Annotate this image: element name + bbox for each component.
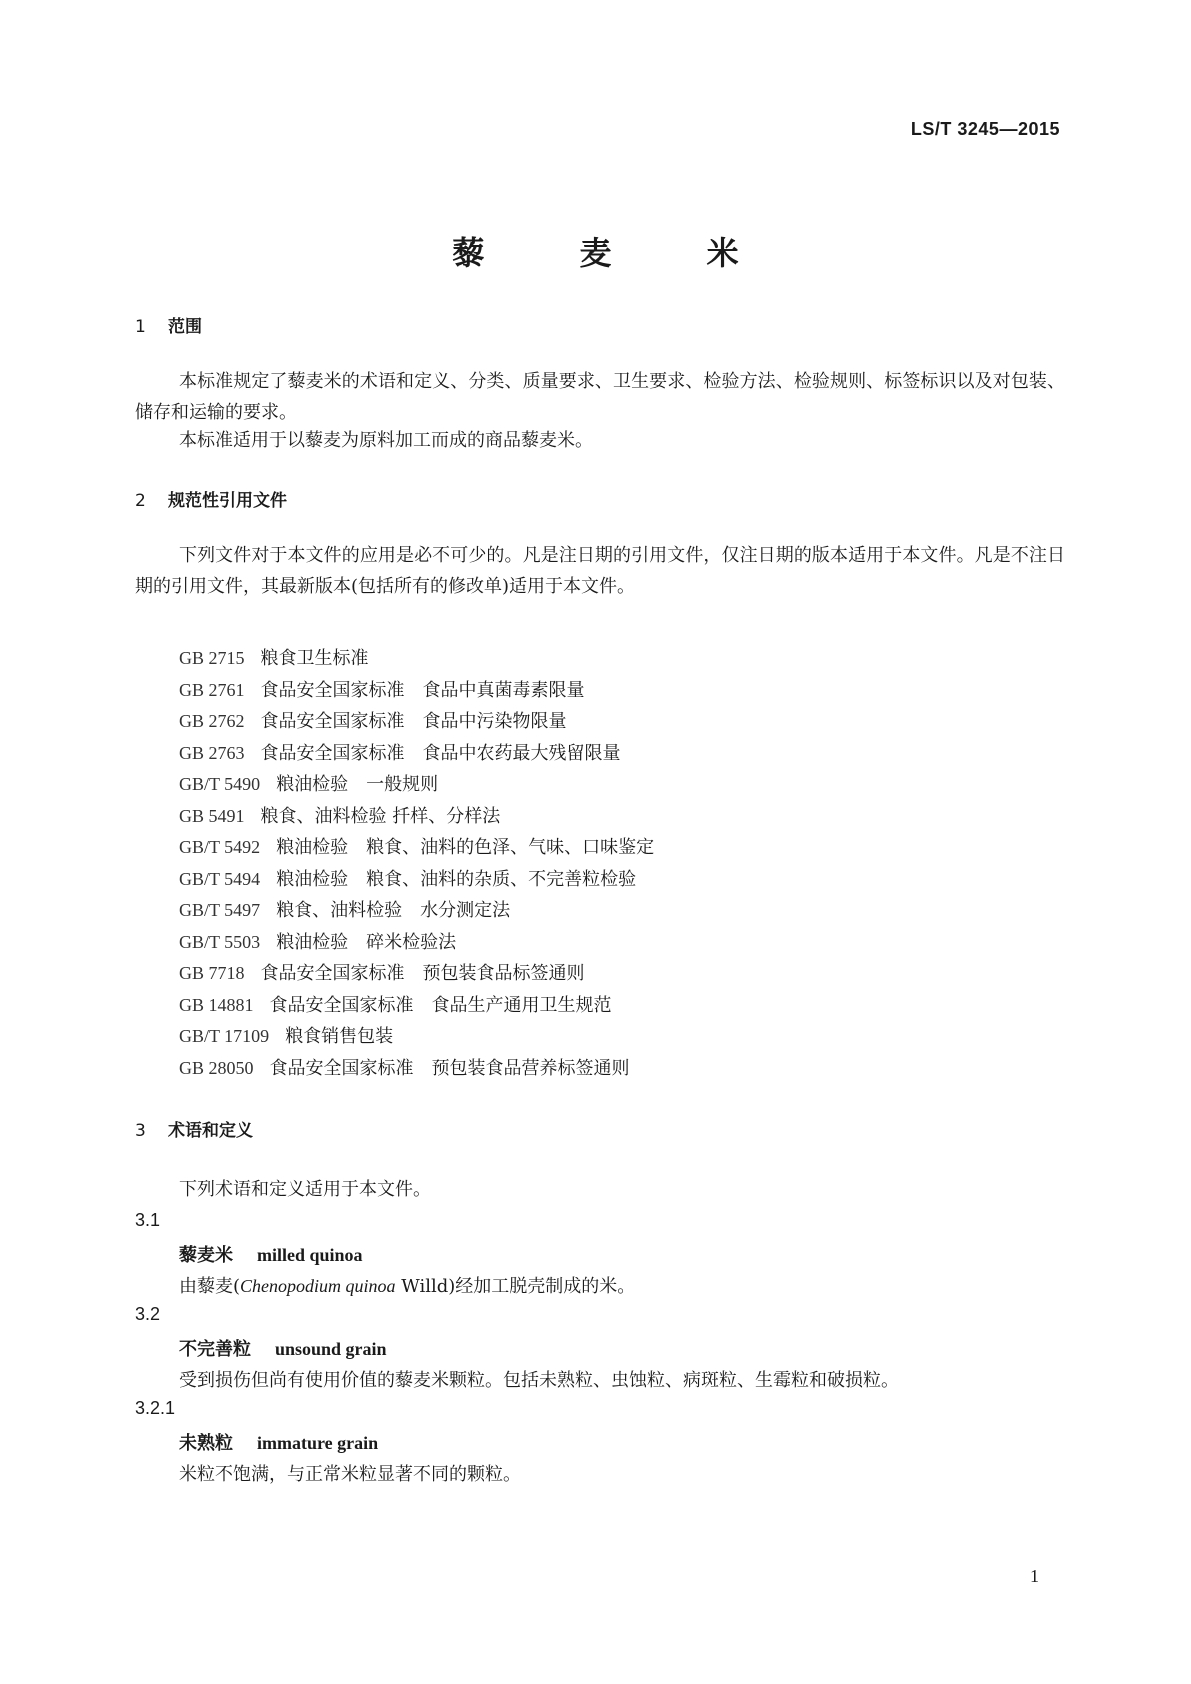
- reference-item: [179, 959, 654, 991]
- section-1-paragraph-2: 本标准适用于以藜麦为原料加工而成的商品藜麦米。: [179, 430, 593, 451]
- term-definition: 受到损伤但尚有使用价值的藜麦米颗粒。包括未熟粒、虫蚀粒、病斑粒、生霉粒和破损粒。: [179, 1370, 899, 1391]
- reference-item: [179, 896, 654, 928]
- reference-code: GB/T 5490: [179, 774, 261, 794]
- reference-item: [179, 1022, 654, 1054]
- document-title: 藜 麦 米: [452, 234, 781, 272]
- reference-title: 食品安全国家标准 食品中污染物限量: [260, 711, 567, 732]
- term-heading: [179, 1429, 378, 1455]
- term-definition: 米粒不饱满，与正常米粒显著不同的颗粒。: [179, 1464, 521, 1485]
- reference-code: GB 2715: [179, 648, 245, 668]
- reference-title: 粮油检验 粮食、油料的杂质、不完善粒检验: [276, 868, 637, 890]
- normative-reference-list: [179, 644, 654, 1085]
- reference-item: [179, 707, 654, 739]
- reference-code: GB 5491: [179, 805, 245, 826]
- section-3-heading: [135, 1116, 253, 1141]
- section-number: 3: [135, 1121, 146, 1141]
- reference-title: 粮油检验 粮食、油料的色泽、气味、口味鉴定: [276, 837, 655, 858]
- reference-item: [179, 644, 654, 676]
- reference-code: GB/T 5494: [179, 868, 261, 889]
- reference-item: [179, 928, 654, 960]
- reference-code: GB 7718: [179, 963, 245, 983]
- section-1-paragraph-1: 本标准规定了藜麦米的术语和定义、分类、质量要求、卫生要求、检验方法、检验规则、标签标识以及对包装、储存和运输的要求。: [135, 371, 1065, 423]
- section-title: 术语和定义: [168, 1121, 253, 1141]
- page-number: 1: [1030, 1566, 1039, 1586]
- reference-item: [179, 833, 654, 865]
- reference-title: 食品安全国家标准 食品中农药最大残留限量: [260, 742, 621, 764]
- section-number: 2: [135, 491, 146, 511]
- reference-code: GB 28050: [179, 1057, 254, 1078]
- reference-item: [179, 1054, 654, 1086]
- definition-text: Willd)经加工脱壳制成的米。: [395, 1276, 636, 1297]
- reference-title: 粮食销售包装: [285, 1026, 394, 1047]
- term-number: 3.2.1: [135, 1398, 176, 1418]
- reference-title: 粮油检验 一般规则: [276, 774, 439, 795]
- reference-title: 粮食卫生标准: [260, 648, 369, 669]
- reference-item: [179, 802, 654, 834]
- term-zh: 不完善粒: [179, 1339, 251, 1360]
- reference-title: 粮食、油料检验 扦样、分样法: [260, 805, 501, 827]
- reference-code: GB 2762: [179, 711, 245, 731]
- term-en: milled quinoa: [257, 1245, 363, 1265]
- section-3-intro: 下列术语和定义适用于本文件。: [179, 1179, 431, 1200]
- reference-item: [179, 676, 654, 708]
- term-definition: [179, 1272, 635, 1298]
- term-en: immature grain: [257, 1433, 379, 1453]
- term-number: 3.1: [135, 1210, 161, 1230]
- term-number: 3.2: [135, 1304, 161, 1324]
- definition-text: 由藜麦(: [179, 1276, 241, 1297]
- reference-item: [179, 770, 654, 802]
- term-zh: 未熟粒: [179, 1433, 233, 1454]
- reference-code: GB 2763: [179, 742, 245, 763]
- section-title: 范围: [168, 317, 202, 337]
- reference-title: 粮食、油料检验 水分测定法: [276, 900, 511, 921]
- reference-title: 食品安全国家标准 食品生产通用卫生规范: [269, 994, 612, 1016]
- term-en: unsound grain: [275, 1339, 387, 1359]
- latin-name: Chenopodium quinoa: [240, 1276, 396, 1296]
- reference-item: [179, 739, 654, 771]
- reference-code: GB/T 17109: [179, 1026, 270, 1046]
- section-2-paragraph: 下列文件对于本文件的应用是必不可少的。凡是注日期的引用文件，仅注日期的版本适用于本文件。凡是不注日期的引用文件，其最新版本(包括所有的修改单)适用于本文件。: [135, 545, 1065, 597]
- section-number: 1: [135, 317, 146, 337]
- reference-code: GB 14881: [179, 994, 254, 1015]
- reference-item: [179, 991, 654, 1023]
- reference-code: GB/T 5492: [179, 837, 261, 857]
- reference-title: 食品安全国家标准 预包装食品标签通则: [260, 963, 585, 984]
- reference-item: [179, 865, 654, 897]
- reference-code: GB 2761: [179, 679, 245, 700]
- reference-code: GB/T 5497: [179, 900, 261, 920]
- section-2-heading: [135, 486, 287, 511]
- section-1-heading: [135, 312, 202, 337]
- section-title: 规范性引用文件: [168, 491, 287, 511]
- reference-title: 食品安全国家标准 预包装食品营养标签通则: [269, 1057, 630, 1079]
- reference-title: 粮油检验 碎米检验法: [276, 931, 457, 953]
- term-heading: [179, 1241, 363, 1267]
- term-zh: 藜麦米: [179, 1245, 233, 1266]
- reference-title: 食品安全国家标准 食品中真菌毒素限量: [260, 679, 585, 701]
- standard-code: LS/T 3245—2015: [910, 119, 1060, 139]
- term-heading: [179, 1335, 387, 1361]
- reference-code: GB/T 5503: [179, 931, 261, 952]
